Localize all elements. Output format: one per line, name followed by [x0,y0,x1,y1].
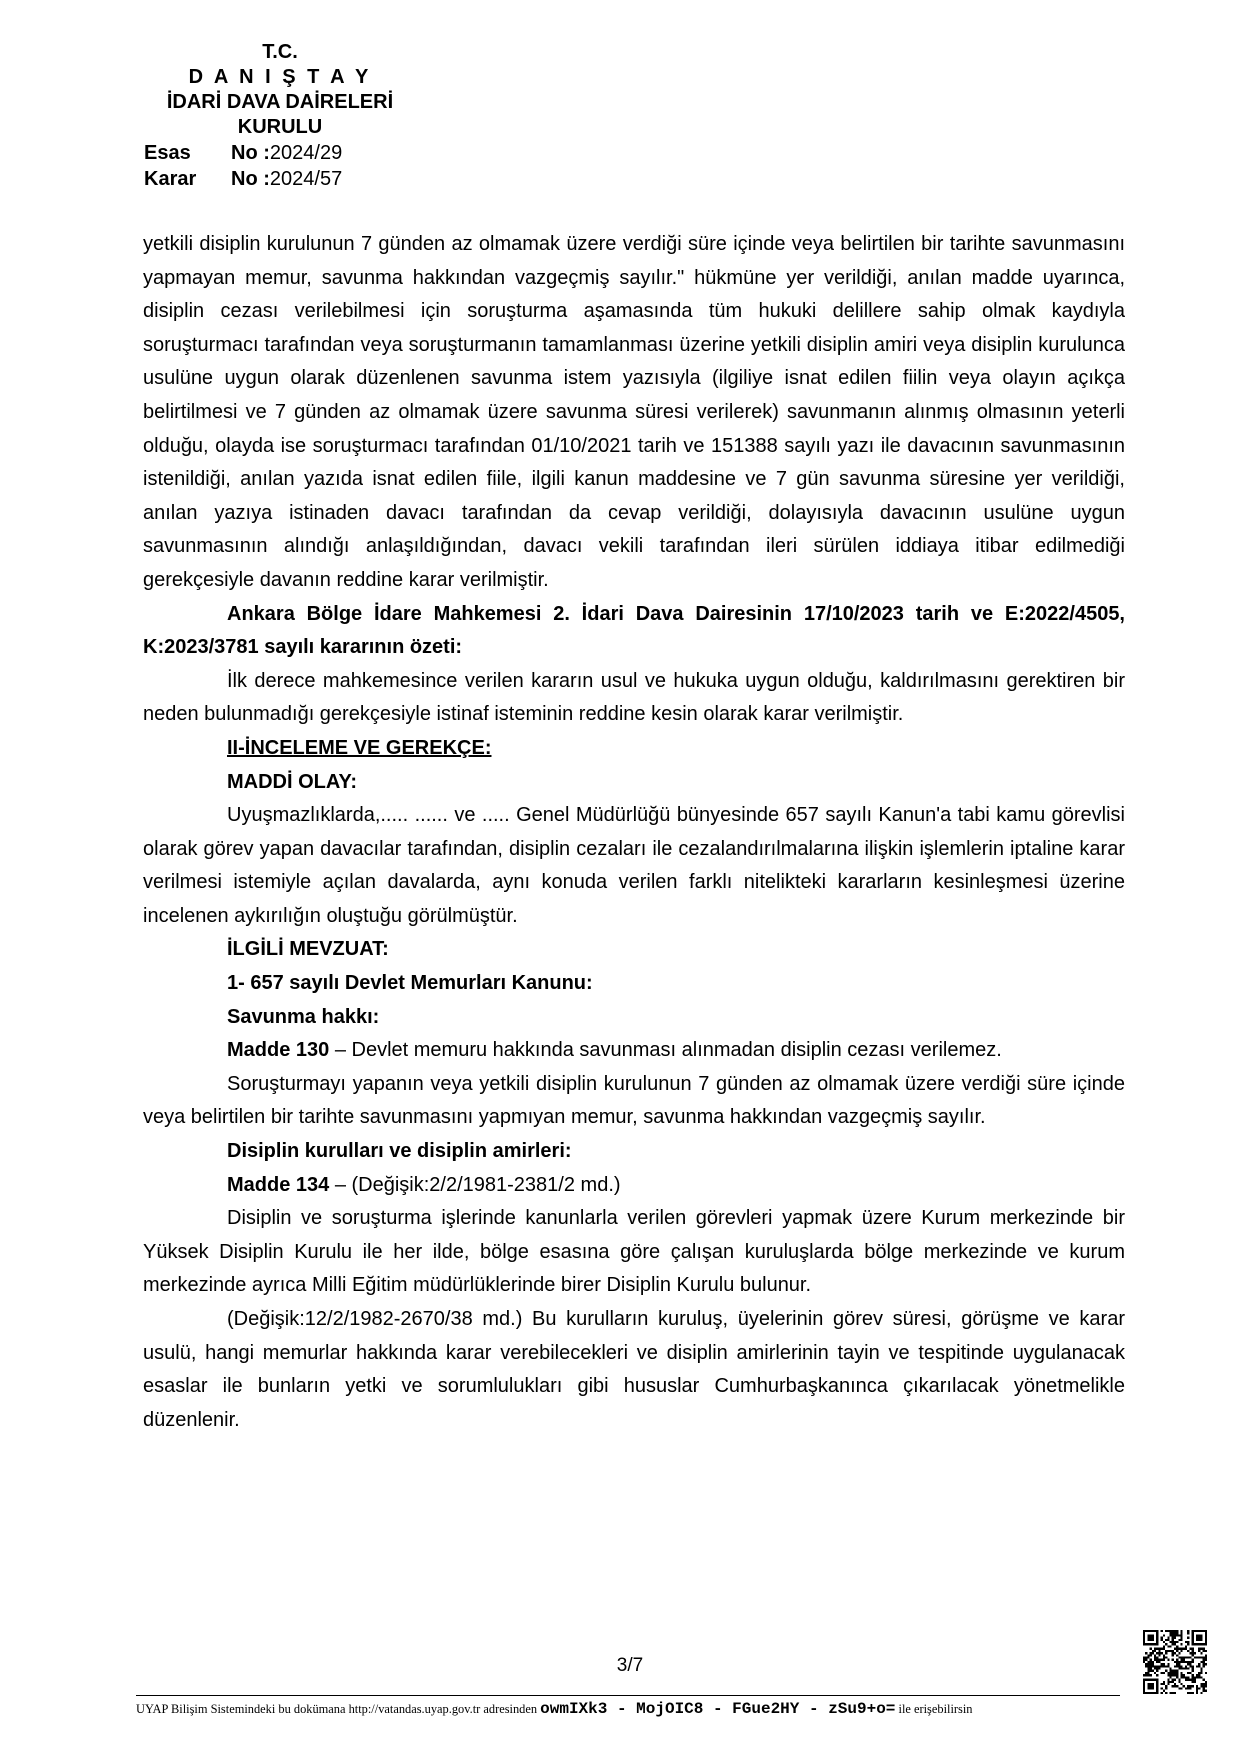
footer-divider [136,1695,1120,1696]
karar-number-row [100,166,460,192]
subheading-disciplinary-boards: Disiplin kurulları ve disiplin amirleri: [227,1140,572,1163]
footer-suffix: ile erişebilirsin [895,1702,973,1716]
header-court-name: D A N I Ş T A Y [188,66,372,88]
qr-code-graphic [1143,1630,1207,1694]
esas-number-row [100,140,460,166]
paragraph-material-facts: Uyuşmazlıklarda,..... ...... ve ..... Genel Müdürlüğü bünyesinde 657 sayılı Kanun'a tabi kamu görevlisi olarak görev yapan davacılar tarafından, disiplin cezaları ile cezalandırılmalarına ilişkin işlemlerin iptaline karar verilmesi istemiyle açılan davalarda, aynı konuda verilen farklı nitelikteki kararların kesinleşmesi üzerine incelenen aykırılığın oluştuğu görülmüştür. [143,804,1125,927]
article-130 [143,1034,1125,1068]
paragraph-appeal-summary: İlk derece mahkemesince verilen kararın usul ve hukuka uygun olduğu, kaldırılmasını gerektiren bir neden bulunmadığı gerekçesiyle istinaf isteminin reddine kesin olarak karar verilmiştir. [143,669,1125,726]
paragraph-article-134-boards: Disiplin ve soruşturma işlerinde kanunlarla verilen görevleri yapmak üzere Kurum merkezinde bir Yüksek Disiplin Kurulu ile her ilde, bölge esasına göre çalışan kuruluşlarda bölge merkezinde ve kurum merkezinde ayrıca Milli Eğitim müdürlüklerinde birer Disiplin Kurulu bulunur. [143,1207,1125,1297]
esas-label: Esas [144,142,191,164]
paragraph-article-134-regulation: (Değişik:12/2/1982-2670/38 md.) Bu kurulların kuruluş, üyelerinin görev süresi, görüşme ve karar usulü, hangi memurlar hakkında karar verebilecekleri ve disiplin amirlerinin tayin ve tespitinde uygulanacak esaslar ile bunların yetki ve sorumlulukları gibi hususlar Cumhurbaşkanınca çıkarılacak yönetmelikle düzenlenir. [143,1308,1125,1431]
article-134 [143,1169,1125,1203]
article-134-text: – (Değişik:2/2/1981-2381/2 md.) [329,1173,621,1196]
footer-access-code: owmIXk3 - MojOIC8 - FGue2HY - zSu9+o= [540,1700,896,1718]
subheading-right-of-defense: Savunma hakkı: [227,1005,380,1028]
document-body [143,228,1125,1437]
esas-value: 2024/29 [269,142,343,164]
paragraph-first-instance-reasoning: yetkili disiplin kurulunun 7 günden az olmamak üzere verdiği süre içinde veya belirtilen bir tarihte savunmasını yapmayan memur, savunma hakkından vazgeçmiş sayılır." hükmüne yer verildiği, anılan madde uyarınca, disiplin cezası verilebilmesi için soruşturma aşamasında tüm hukuki delillere sahip olmak kaydıyla soruşturmacı tarafından veya soruşturmanın tamamlanması üzerine yetkili disiplin amiri veya disiplin kurulunca usulüne uygun olarak düzenlenen savunma istem yazısıyla (ilgiliye isnat edilen fiilin veya olayın açıkça belirtilmesi ve 7 günden az olmamak üzere savunma süresi verilerek) savunmanın alınmış olmasının yeterli olduğu, olayda ise soruşturmacı tarafından 01/10/2021 tarih ve 151388 sayılı yazı ile davacının savunmasının istenildiği, anılan yazıda isnat edilen fiile, ilgili kanun maddesine ve 7 gün savunma süresine yer verildiği, anılan yazıya istinaden davacı tarafından da cevap verildiği, dolayısıyla davacının usulüne uygun savunmasının alındığı anlaşıldığından, davacı vekili tarafından ileri sürülen iddiaya itibar edilmediği gerekçesiyle davanın reddine karar verilmiştir. [143,233,1125,591]
section-heading-legislation: İLGİLİ MEVZUAT: [227,938,389,961]
document-header [100,40,460,192]
karar-no-label: No : [231,168,270,190]
footer-prefix: UYAP Bilişim Sistemindeki bu dokümana http://vatandas.uyap.gov.tr adresinden [136,1702,541,1716]
karar-value: 2024/57 [269,168,343,190]
page-number: 3/7 [616,1655,644,1676]
header-tc: T.C. [262,41,298,63]
header-board: KURULU [237,116,323,138]
article-130-text: – Devlet memuru hakkında savunması alınmadan disiplin cezası verilemez. [329,1039,1002,1062]
section-heading-review-text: II-İNCELEME VE GEREKÇE: [227,736,492,759]
article-134-label: Madde 134 [227,1173,330,1196]
article-130-label: Madde 130 [227,1039,330,1062]
karar-label: Karar [144,168,197,190]
header-chamber: İDARİ DAVA DAİRELERİ [166,91,394,113]
section-heading-material-facts: MADDİ OLAY: [227,770,357,793]
paragraph-article-130-cont: Soruşturmayı yapanın veya yetkili disiplin kurulunun 7 günden az olmamak üzere verdiği süre içinde veya belirtilen bir tarihte savunmasını yapmıyan memur, savunma hakkından vazgeçmiş sayılır. [143,1072,1125,1129]
paragraph-regional-court-heading: Ankara Bölge İdare Mahkemesi 2. İdari Dava Dairesinin 17/10/2023 tarih ve E:2022/4505, K:2023/3781 sayılı kararının özeti: [143,602,1125,659]
qr-code-icon [1143,1630,1207,1694]
esas-no-label: No : [231,142,270,164]
law-title-657: 1- 657 sayılı Devlet Memurları Kanunu: [227,972,593,995]
section-heading-review [143,732,1125,766]
footer-access-note [136,1700,1126,1718]
